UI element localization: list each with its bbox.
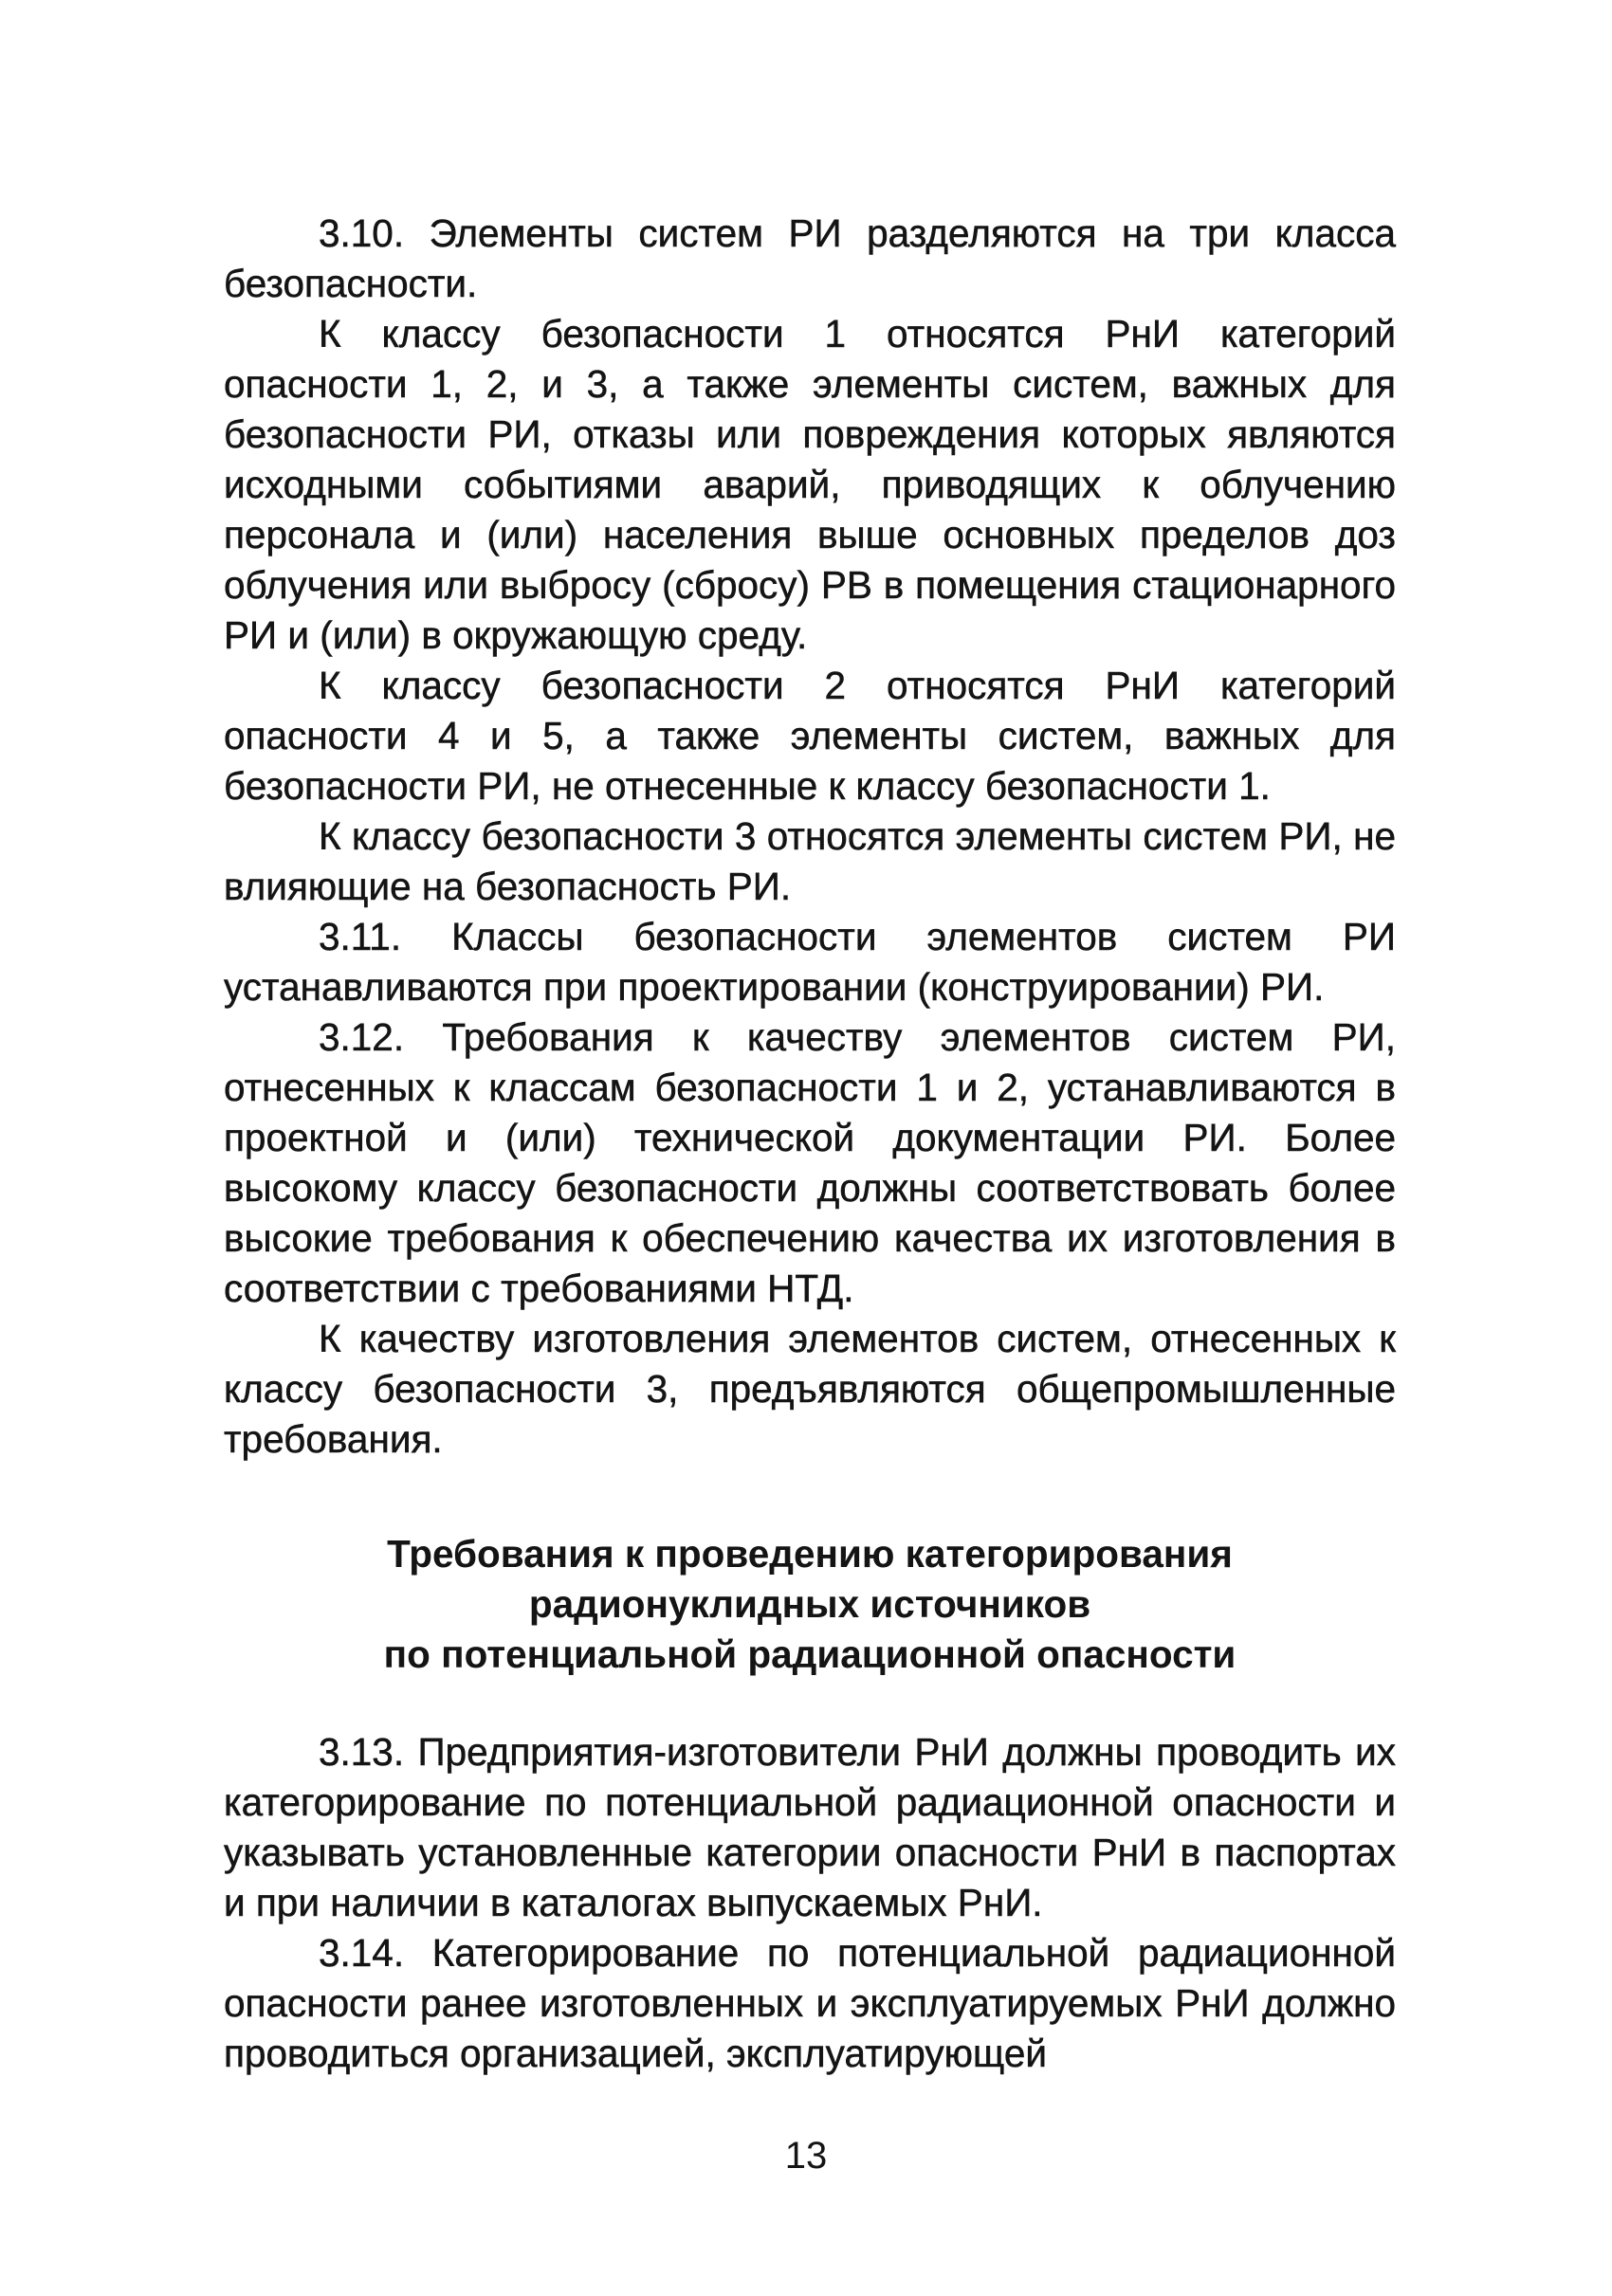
section-heading bbox=[224, 1529, 1396, 1680]
paragraph-3-14: 3.14. Категорирование по потенциальной радиационной опасности ранее изготовленных и эксплуатируемых РнИ должно проводиться организацией, эксплуатирующей bbox=[224, 1931, 1396, 2075]
paragraph-class-3: К классу безопасности 3 относятся элементы систем РИ, не влияющие на безопасность РИ. bbox=[224, 814, 1396, 908]
section-heading-line-1: Требования к проведению категорирования bbox=[387, 1532, 1233, 1576]
document-page bbox=[224, 209, 1396, 2079]
page-number: 13 bbox=[784, 2135, 828, 2177]
paragraph-class-1: К классу безопасности 1 относятся РнИ категорий опасности 1, 2, и 3, а также элементы систем, важных для безопасности РИ, отказы или повреждения которых являются исходными событиями аварий, приводящих к облучению персонала и (или) населения выше основных пределов доз облучения или выбросу (сбросу) РВ в помещения стационарного РИ и (или) в окружающую среду. bbox=[224, 312, 1396, 657]
paragraph-class-2: К классу безопасности 2 относятся РнИ категорий опасности 4 и 5, а также элементы систем, важных для безопасности РИ, не отнесенные к классу безопасности 1. bbox=[224, 664, 1396, 808]
section-heading-line-3: по потенциальной радиационной опасности bbox=[383, 1632, 1236, 1676]
section-heading-line-2: радионуклидных источников bbox=[528, 1582, 1091, 1626]
paragraph-3-13: 3.13. Предприятия-изготовители РнИ должны проводить их категорирование по потенциальной радиационной опасности и указывать установленные категории опасности РнИ в паспортах и при наличии в каталогах выпускаемых РнИ. bbox=[224, 1730, 1396, 1924]
paragraph-3-10: 3.10. Элементы систем РИ разделяются на три класса безопасности. bbox=[224, 211, 1396, 305]
paragraph-quality-class-3: К качеству изготовления элементов систем, отнесенных к классу безопасности 3, предъявляются общепромышленные требования. bbox=[224, 1317, 1396, 1461]
paragraph-3-12: 3.12. Требования к качеству элементов систем РИ, отнесенных к классам безопасности 1 и 2, устанавливаются в проектной и (или) технической документации РИ. Более высокому классу безопасности должны соответствовать более высокие требования к обеспечению качества их изготовления в соответствии с требованиями НТД. bbox=[224, 1015, 1396, 1310]
paragraph-3-11: 3.11. Классы безопасности элементов систем РИ устанавливаются при проектировании (конструировании) РИ. bbox=[224, 915, 1396, 1009]
